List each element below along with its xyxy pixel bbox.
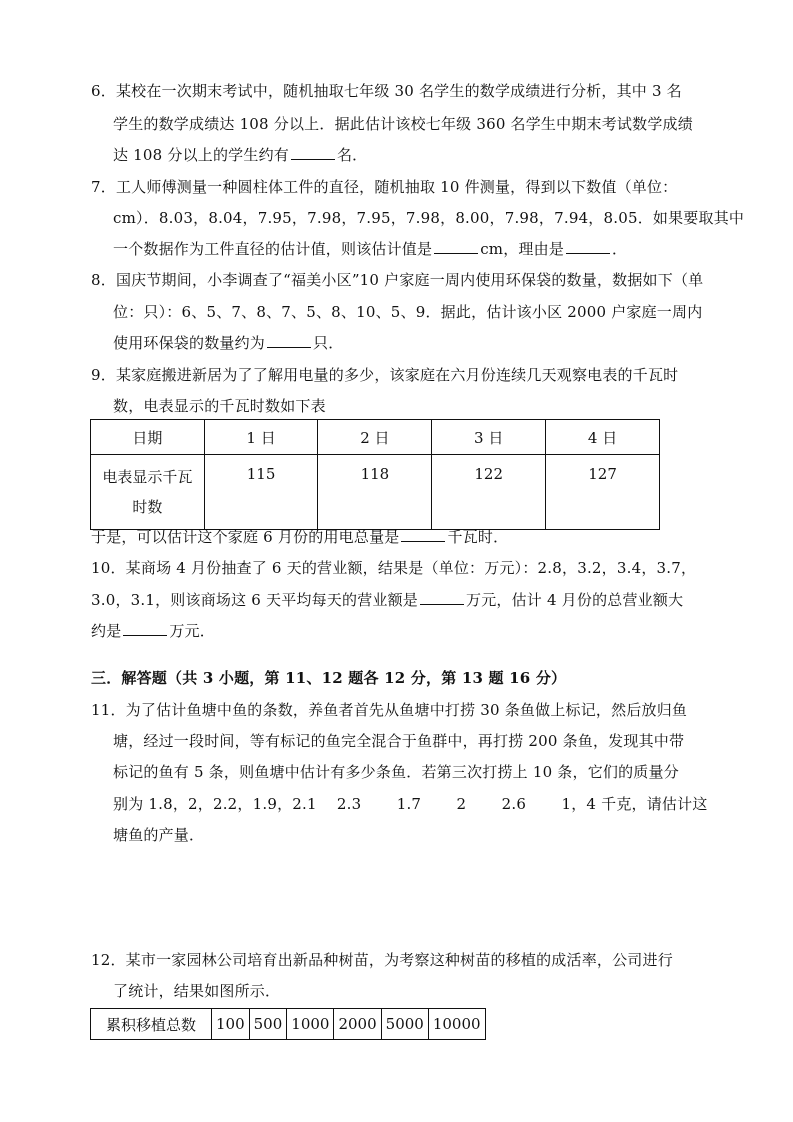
table-cell: 115 xyxy=(204,455,318,530)
q7-reason-blank[interactable] xyxy=(566,239,610,254)
q10-line-2 xyxy=(91,590,683,610)
q9-text-b: 千瓦时． xyxy=(447,528,509,546)
q10-text-d: 万元． xyxy=(169,622,216,640)
q8-text-a: 使用环保袋的数量约为 xyxy=(113,334,266,352)
q10-line-3 xyxy=(91,621,215,641)
q7-line-3 xyxy=(113,239,627,259)
table-cell: 118 xyxy=(318,455,432,530)
q8-line-2: 位：只）：6、5、7、8、7、5、8、10、5、9．据此，估计该小区 2000 户家庭一周内 xyxy=(113,303,703,321)
table-row xyxy=(91,1009,486,1040)
table-cell: 10000 xyxy=(428,1009,485,1040)
q9-text-a: 于是，可以估计这个家庭 6 月份的用电总量是 xyxy=(91,528,400,546)
table-header-row xyxy=(91,420,660,455)
q12-line-1: 12．某市一家园林公司培育出新品种树苗，为考察这种树苗的移植的成活率，公司进行 xyxy=(91,951,673,969)
table-cell: 127 xyxy=(546,455,660,530)
q8-line-3 xyxy=(113,333,343,353)
table-cell: 5000 xyxy=(381,1009,428,1040)
row-label-line-1: 电表显示千瓦 xyxy=(102,468,193,486)
q10-text-b: 万元，估计 4 月份的总营业额大 xyxy=(466,591,684,609)
q8-line-1: 8．国庆节期间，小李调查了“福美小区”10 户家庭一周内使用环保袋的数量，数据如下（单 xyxy=(91,271,704,289)
q6-line-1: 6．某校在一次期末考试中，随机抽取七年级 30 名学生的数学成绩进行分析，其中 3 名 xyxy=(91,82,682,100)
table-cell: 1000 xyxy=(287,1009,334,1040)
q6-answer-blank[interactable] xyxy=(291,145,335,160)
q6-line-3 xyxy=(113,145,367,165)
table-cell: 500 xyxy=(249,1009,287,1040)
q8-text-b: 只． xyxy=(313,334,344,352)
electricity-meter-table xyxy=(90,419,660,530)
q11-line-3: 标记的鱼有 5 条，则鱼塘中估计有多少条鱼．若第三次打捞上 10 条，它们的质量分 xyxy=(113,763,679,781)
q10-average-blank[interactable] xyxy=(420,590,464,605)
q7-line-1: 7．工人师傅测量一种圆柱体工件的直径，随机抽取 10 件测量，得到以下数值（单位： xyxy=(91,178,678,196)
q9-line-1: 9．某家庭搬进新居为了了解用电量的多少，该家庭在六月份连续几天观察电表的千瓦时 xyxy=(91,366,679,384)
q9-after-line xyxy=(91,527,508,547)
q11-line-5: 塘鱼的产量． xyxy=(113,826,205,844)
table-cell: 100 xyxy=(212,1009,250,1040)
table-header-cell: 1 日 xyxy=(204,420,318,455)
q10-line-1: 10．某商场 4 月份抽查了 6 天的营业额，结果是（单位：万元）：2.8，3.2，3.4，3.7， xyxy=(91,559,697,577)
table-header-cell: 累积移植总数 xyxy=(91,1009,212,1040)
table-header-cell: 日期 xyxy=(91,420,205,455)
table-header-cell: 2 日 xyxy=(318,420,432,455)
q10-text-a: 3.0，3.1，则该商场这 6 天平均每天的营业额是 xyxy=(91,591,418,609)
q11-line-1: 11．为了估计鱼塘中鱼的条数，养鱼者首先从鱼塘中打捞 30 条鱼做上标记，然后放归鱼 xyxy=(91,701,688,719)
table-header-cell: 4 日 xyxy=(546,420,660,455)
q6-line-2: 学生的数学成绩达 108 分以上．据此估计该校七年级 360 名学生中期末考试数学成绩 xyxy=(113,115,693,133)
table-cell: 122 xyxy=(432,455,546,530)
table-row xyxy=(91,455,660,530)
section-heading: 三．解答题（共 3 小题，第 11、12 题各 12 分，第 13 题 16 分） xyxy=(91,669,567,687)
transplant-table xyxy=(90,1008,486,1040)
q7-text-b: cm，理由是 xyxy=(480,240,565,258)
q7-line-2: cm）．8.03，8.04，7.95，7.98，7.95，7.98，8.00，7.98，7.94，8.05．如果要取其中 xyxy=(113,209,745,227)
q12-line-2: 了统计，结果如图所示． xyxy=(113,982,281,1000)
q10-text-c: 约是 xyxy=(91,622,122,640)
row-label-line-2: 时数 xyxy=(132,498,163,516)
q8-answer-blank[interactable] xyxy=(267,333,311,348)
q7-text-c: ． xyxy=(612,240,628,258)
q11-line-2: 塘，经过一段时间，等有标记的鱼完全混合于鱼群中，再打捞 200 条鱼，发现其中带 xyxy=(113,732,685,750)
q7-estimate-blank[interactable] xyxy=(434,239,478,254)
q9-answer-blank[interactable] xyxy=(401,527,445,542)
q10-total-blank[interactable] xyxy=(123,621,167,636)
table-cell: 2000 xyxy=(334,1009,381,1040)
q9-line-2: 数，电表显示的千瓦时数如下表 xyxy=(113,397,326,415)
table-row-label xyxy=(91,455,205,530)
table-header-cell: 3 日 xyxy=(432,420,546,455)
q6-text-b: 名． xyxy=(336,146,368,164)
q6-text-a: 达 108 分以上的学生约有 xyxy=(113,146,289,164)
q11-line-4: 别为 1.8，2，2.2，1.9，2.1 2.3 1.7 2 2.6 1，4 千克，请估计这 xyxy=(113,795,708,813)
q7-text-a: 一个数据作为工件直径的估计值，则该估计值是 xyxy=(113,240,433,258)
